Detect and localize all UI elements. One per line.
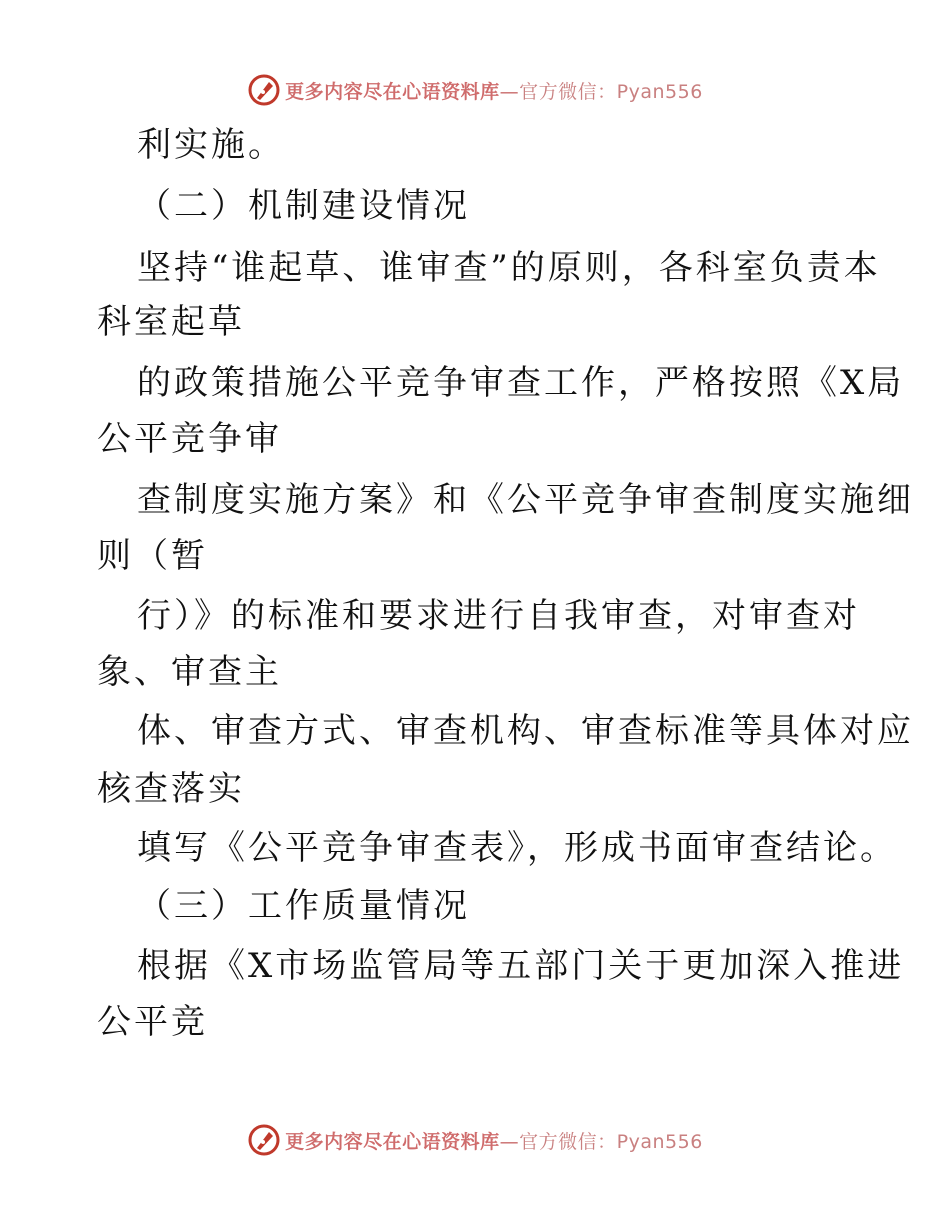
pen-nib-circle-icon bbox=[247, 73, 281, 107]
paragraph-line: 体、审查方式、审查机构、审查标准等具体对应 bbox=[137, 711, 914, 751]
pen-nib-circle-icon bbox=[247, 1123, 281, 1157]
paragraph-line: 公平竞争审 bbox=[97, 419, 282, 459]
watermark-contact: 官方微信：Pyan556 bbox=[519, 80, 703, 103]
watermark-contact: 官方微信：Pyan556 bbox=[519, 1130, 703, 1153]
paragraph-line: 填写《公平竞争审查表》，形成书面审查结论。 bbox=[137, 828, 897, 868]
watermark-separator: — bbox=[499, 1130, 520, 1153]
paragraph-line: 行）》的标准和要求进行自我审查，对审查对 bbox=[137, 596, 860, 636]
header-watermark bbox=[0, 70, 950, 110]
section-heading: （二）机制建设情况 bbox=[137, 186, 470, 226]
watermark-brand: 更多内容尽在心语资料库 bbox=[285, 80, 500, 103]
paragraph-line: 利实施。 bbox=[137, 125, 285, 165]
paragraph-line: 公平竞 bbox=[97, 1002, 208, 1042]
paragraph-line: 象、审查主 bbox=[97, 652, 282, 692]
watermark-brand: 更多内容尽在心语资料库 bbox=[285, 1130, 500, 1153]
paragraph-line: 的政策措施公平竞争审查工作，严格按照《X局 bbox=[137, 363, 905, 403]
watermark-text bbox=[285, 77, 703, 104]
paragraph-line: 根据《X市场监管局等五部门关于更加深入推进 bbox=[137, 946, 905, 986]
paragraph-line: 科室起草 bbox=[97, 302, 245, 342]
paragraph-line: 核查落实 bbox=[97, 769, 245, 809]
paragraph-line: 查制度实施方案》和《公平竞争审查制度实施细 bbox=[137, 480, 914, 520]
watermark-separator: — bbox=[499, 80, 520, 103]
section-heading: （三）工作质量情况 bbox=[137, 886, 470, 926]
paragraph-line: 坚持“谁起草、谁审查”的原则，各科室负责本 bbox=[137, 248, 881, 288]
paragraph-line: 则（暂 bbox=[97, 536, 208, 576]
footer-watermark bbox=[0, 1120, 950, 1160]
watermark-text bbox=[285, 1127, 703, 1154]
